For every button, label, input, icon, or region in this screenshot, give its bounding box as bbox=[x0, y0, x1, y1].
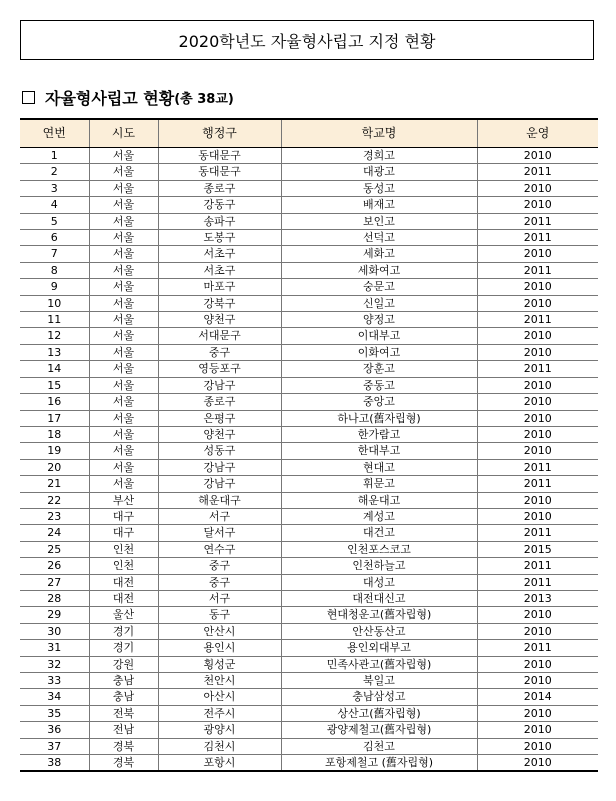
province-cell: 서울 bbox=[89, 279, 158, 295]
province-cell: 경북 bbox=[89, 738, 158, 754]
province-cell: 서울 bbox=[89, 262, 158, 278]
table-row bbox=[20, 590, 598, 606]
number-cell: 30 bbox=[20, 623, 89, 639]
district-cell: 연수구 bbox=[158, 541, 281, 557]
school-cell: 대건고 bbox=[281, 525, 477, 541]
table-row bbox=[20, 180, 598, 196]
table-row bbox=[20, 410, 598, 426]
table-row bbox=[20, 705, 598, 721]
school-cell: 민족사관고(舊자립형) bbox=[281, 656, 477, 672]
table-row bbox=[20, 197, 598, 213]
number-cell: 36 bbox=[20, 722, 89, 738]
school-count: (총 38교) bbox=[174, 92, 234, 107]
section-heading-text: 자율형사립고 현황 bbox=[45, 89, 175, 108]
district-cell: 송파구 bbox=[158, 213, 281, 229]
table-row bbox=[20, 459, 598, 475]
district-cell: 용인시 bbox=[158, 640, 281, 656]
province-cell: 서울 bbox=[89, 246, 158, 262]
province-cell: 서울 bbox=[89, 197, 158, 213]
year-cell: 2011 bbox=[477, 476, 598, 492]
province-cell: 서울 bbox=[89, 443, 158, 459]
year-cell: 2011 bbox=[477, 213, 598, 229]
year-cell: 2010 bbox=[477, 607, 598, 623]
province-cell: 대전 bbox=[89, 590, 158, 606]
table-row bbox=[20, 656, 598, 672]
number-cell: 26 bbox=[20, 558, 89, 574]
table-row bbox=[20, 722, 598, 738]
column-header-school: 학교명 bbox=[281, 119, 477, 148]
year-cell: 2011 bbox=[477, 574, 598, 590]
district-cell: 강동구 bbox=[158, 197, 281, 213]
year-cell: 2011 bbox=[477, 640, 598, 656]
province-cell: 부산 bbox=[89, 492, 158, 508]
province-cell: 대구 bbox=[89, 508, 158, 524]
table-row bbox=[20, 426, 598, 442]
year-cell: 2010 bbox=[477, 722, 598, 738]
district-cell: 안산시 bbox=[158, 623, 281, 639]
number-cell: 18 bbox=[20, 426, 89, 442]
school-cell: 숭문고 bbox=[281, 279, 477, 295]
school-cell: 충남삼성고 bbox=[281, 689, 477, 705]
district-cell: 도봉구 bbox=[158, 230, 281, 246]
number-cell: 8 bbox=[20, 262, 89, 278]
year-cell: 2010 bbox=[477, 246, 598, 262]
province-cell: 서울 bbox=[89, 148, 158, 164]
number-cell: 5 bbox=[20, 213, 89, 229]
district-cell: 횡성군 bbox=[158, 656, 281, 672]
number-cell: 14 bbox=[20, 361, 89, 377]
year-cell: 2011 bbox=[477, 459, 598, 475]
table-row bbox=[20, 492, 598, 508]
district-cell: 아산시 bbox=[158, 689, 281, 705]
district-cell: 종로구 bbox=[158, 394, 281, 410]
year-cell: 2010 bbox=[477, 705, 598, 721]
number-cell: 22 bbox=[20, 492, 89, 508]
province-cell: 서울 bbox=[89, 295, 158, 311]
number-cell: 13 bbox=[20, 344, 89, 360]
year-cell: 2010 bbox=[477, 279, 598, 295]
table-row bbox=[20, 640, 598, 656]
table-row bbox=[20, 508, 598, 524]
year-cell: 2010 bbox=[477, 443, 598, 459]
year-cell: 2011 bbox=[477, 361, 598, 377]
year-cell: 2011 bbox=[477, 230, 598, 246]
province-cell: 서울 bbox=[89, 328, 158, 344]
province-cell: 경기 bbox=[89, 640, 158, 656]
province-cell: 서울 bbox=[89, 426, 158, 442]
year-cell: 2010 bbox=[477, 738, 598, 754]
year-cell: 2011 bbox=[477, 558, 598, 574]
number-cell: 11 bbox=[20, 312, 89, 328]
year-cell: 2010 bbox=[477, 623, 598, 639]
number-cell: 12 bbox=[20, 328, 89, 344]
school-cell: 포항제철고 (舊자립형) bbox=[281, 755, 477, 772]
column-header-district: 행정구 bbox=[158, 119, 281, 148]
year-cell: 2010 bbox=[477, 148, 598, 164]
district-cell: 김천시 bbox=[158, 738, 281, 754]
school-cell: 계성고 bbox=[281, 508, 477, 524]
table-row bbox=[20, 377, 598, 393]
year-cell: 2010 bbox=[477, 377, 598, 393]
number-cell: 3 bbox=[20, 180, 89, 196]
province-cell: 서울 bbox=[89, 312, 158, 328]
table-row bbox=[20, 164, 598, 180]
province-cell: 서울 bbox=[89, 213, 158, 229]
district-cell: 서구 bbox=[158, 508, 281, 524]
table-row bbox=[20, 623, 598, 639]
school-cell: 휘문고 bbox=[281, 476, 477, 492]
table-row bbox=[20, 344, 598, 360]
district-cell: 종로구 bbox=[158, 180, 281, 196]
district-cell: 동대문구 bbox=[158, 148, 281, 164]
table-row bbox=[20, 295, 598, 311]
number-cell: 17 bbox=[20, 410, 89, 426]
year-cell: 2015 bbox=[477, 541, 598, 557]
district-cell: 서구 bbox=[158, 590, 281, 606]
table-row bbox=[20, 328, 598, 344]
year-cell: 2010 bbox=[477, 673, 598, 689]
district-cell: 중구 bbox=[158, 574, 281, 590]
school-cell: 북일고 bbox=[281, 673, 477, 689]
number-cell: 9 bbox=[20, 279, 89, 295]
table-row bbox=[20, 541, 598, 557]
column-header-year: 운영 bbox=[477, 119, 598, 148]
province-cell: 인천 bbox=[89, 558, 158, 574]
table-header-row bbox=[20, 119, 598, 148]
province-cell: 전북 bbox=[89, 705, 158, 721]
school-cell: 세화고 bbox=[281, 246, 477, 262]
district-cell: 포항시 bbox=[158, 755, 281, 772]
province-cell: 경기 bbox=[89, 623, 158, 639]
table-row bbox=[20, 574, 598, 590]
district-cell: 강남구 bbox=[158, 476, 281, 492]
district-cell: 중구 bbox=[158, 344, 281, 360]
table-row bbox=[20, 246, 598, 262]
school-cell: 한대부고 bbox=[281, 443, 477, 459]
number-cell: 21 bbox=[20, 476, 89, 492]
document-title-box bbox=[20, 20, 594, 60]
district-cell: 동구 bbox=[158, 607, 281, 623]
province-cell: 충남 bbox=[89, 673, 158, 689]
table-row bbox=[20, 312, 598, 328]
document-title: 2020학년도 자율형사립고 지정 현황 bbox=[178, 31, 436, 51]
year-cell: 2010 bbox=[477, 410, 598, 426]
table-row bbox=[20, 607, 598, 623]
school-cell: 배재고 bbox=[281, 197, 477, 213]
number-cell: 19 bbox=[20, 443, 89, 459]
number-cell: 7 bbox=[20, 246, 89, 262]
province-cell: 충남 bbox=[89, 689, 158, 705]
table-row bbox=[20, 361, 598, 377]
year-cell: 2010 bbox=[477, 394, 598, 410]
table-row bbox=[20, 230, 598, 246]
year-cell: 2011 bbox=[477, 164, 598, 180]
school-cell: 대전대신고 bbox=[281, 590, 477, 606]
year-cell: 2010 bbox=[477, 755, 598, 772]
school-cell: 상산고(舊자립형) bbox=[281, 705, 477, 721]
school-cell: 인천하늘고 bbox=[281, 558, 477, 574]
empty-square-icon bbox=[22, 91, 35, 104]
province-cell: 서울 bbox=[89, 230, 158, 246]
province-cell: 인천 bbox=[89, 541, 158, 557]
district-cell: 서초구 bbox=[158, 262, 281, 278]
table-row bbox=[20, 476, 598, 492]
school-cell: 해운대고 bbox=[281, 492, 477, 508]
year-cell: 2010 bbox=[477, 508, 598, 524]
year-cell: 2010 bbox=[477, 180, 598, 196]
number-cell: 37 bbox=[20, 738, 89, 754]
number-cell: 33 bbox=[20, 673, 89, 689]
district-cell: 은평구 bbox=[158, 410, 281, 426]
number-cell: 29 bbox=[20, 607, 89, 623]
school-cell: 경희고 bbox=[281, 148, 477, 164]
school-cell: 신일고 bbox=[281, 295, 477, 311]
table-row bbox=[20, 394, 598, 410]
table-row bbox=[20, 755, 598, 772]
school-cell: 인천포스코고 bbox=[281, 541, 477, 557]
table-row bbox=[20, 738, 598, 754]
number-cell: 4 bbox=[20, 197, 89, 213]
year-cell: 2010 bbox=[477, 328, 598, 344]
year-cell: 2011 bbox=[477, 312, 598, 328]
column-header-province: 시도 bbox=[89, 119, 158, 148]
province-cell: 대구 bbox=[89, 525, 158, 541]
year-cell: 2011 bbox=[477, 262, 598, 278]
number-cell: 1 bbox=[20, 148, 89, 164]
number-cell: 35 bbox=[20, 705, 89, 721]
table-row bbox=[20, 689, 598, 705]
province-cell: 서울 bbox=[89, 377, 158, 393]
school-cell: 안산동산고 bbox=[281, 623, 477, 639]
school-cell: 대성고 bbox=[281, 574, 477, 590]
number-cell: 2 bbox=[20, 164, 89, 180]
table-row bbox=[20, 213, 598, 229]
section-heading bbox=[20, 86, 234, 109]
district-cell: 해운대구 bbox=[158, 492, 281, 508]
province-cell: 강원 bbox=[89, 656, 158, 672]
table-row bbox=[20, 525, 598, 541]
school-cell: 대광고 bbox=[281, 164, 477, 180]
number-cell: 27 bbox=[20, 574, 89, 590]
province-cell: 서울 bbox=[89, 361, 158, 377]
table-row bbox=[20, 148, 598, 164]
table-row bbox=[20, 262, 598, 278]
year-cell: 2014 bbox=[477, 689, 598, 705]
district-cell: 영등포구 bbox=[158, 361, 281, 377]
school-cell: 한가람고 bbox=[281, 426, 477, 442]
number-cell: 32 bbox=[20, 656, 89, 672]
school-cell: 이화여고 bbox=[281, 344, 477, 360]
district-cell: 강북구 bbox=[158, 295, 281, 311]
column-header-number: 연번 bbox=[20, 119, 89, 148]
school-cell: 중앙고 bbox=[281, 394, 477, 410]
district-cell: 서대문구 bbox=[158, 328, 281, 344]
province-cell: 서울 bbox=[89, 410, 158, 426]
district-cell: 양천구 bbox=[158, 426, 281, 442]
province-cell: 서울 bbox=[89, 394, 158, 410]
province-cell: 울산 bbox=[89, 607, 158, 623]
district-cell: 양천구 bbox=[158, 312, 281, 328]
province-cell: 전남 bbox=[89, 722, 158, 738]
school-table bbox=[20, 118, 598, 772]
school-cell: 김천고 bbox=[281, 738, 477, 754]
year-cell: 2010 bbox=[477, 344, 598, 360]
school-cell: 동성고 bbox=[281, 180, 477, 196]
district-cell: 강남구 bbox=[158, 459, 281, 475]
district-cell: 성동구 bbox=[158, 443, 281, 459]
district-cell: 전주시 bbox=[158, 705, 281, 721]
year-cell: 2013 bbox=[477, 590, 598, 606]
number-cell: 34 bbox=[20, 689, 89, 705]
year-cell: 2010 bbox=[477, 656, 598, 672]
table-row bbox=[20, 558, 598, 574]
district-cell: 서초구 bbox=[158, 246, 281, 262]
school-cell: 보인고 bbox=[281, 213, 477, 229]
number-cell: 28 bbox=[20, 590, 89, 606]
number-cell: 15 bbox=[20, 377, 89, 393]
year-cell: 2010 bbox=[477, 492, 598, 508]
number-cell: 25 bbox=[20, 541, 89, 557]
number-cell: 16 bbox=[20, 394, 89, 410]
number-cell: 6 bbox=[20, 230, 89, 246]
number-cell: 38 bbox=[20, 755, 89, 772]
province-cell: 서울 bbox=[89, 344, 158, 360]
province-cell: 서울 bbox=[89, 164, 158, 180]
district-cell: 광양시 bbox=[158, 722, 281, 738]
year-cell: 2011 bbox=[477, 525, 598, 541]
province-cell: 서울 bbox=[89, 459, 158, 475]
school-cell: 선덕고 bbox=[281, 230, 477, 246]
province-cell: 경북 bbox=[89, 755, 158, 772]
number-cell: 20 bbox=[20, 459, 89, 475]
district-cell: 마포구 bbox=[158, 279, 281, 295]
year-cell: 2010 bbox=[477, 426, 598, 442]
school-cell: 현대고 bbox=[281, 459, 477, 475]
number-cell: 23 bbox=[20, 508, 89, 524]
number-cell: 31 bbox=[20, 640, 89, 656]
year-cell: 2010 bbox=[477, 197, 598, 213]
province-cell: 서울 bbox=[89, 476, 158, 492]
table-row bbox=[20, 443, 598, 459]
school-cell: 현대청운고(舊자립형) bbox=[281, 607, 477, 623]
school-cell: 이대부고 bbox=[281, 328, 477, 344]
school-cell: 세화여고 bbox=[281, 262, 477, 278]
district-cell: 달서구 bbox=[158, 525, 281, 541]
district-cell: 강남구 bbox=[158, 377, 281, 393]
number-cell: 10 bbox=[20, 295, 89, 311]
table-row bbox=[20, 673, 598, 689]
school-cell: 양정고 bbox=[281, 312, 477, 328]
year-cell: 2010 bbox=[477, 295, 598, 311]
number-cell: 24 bbox=[20, 525, 89, 541]
province-cell: 서울 bbox=[89, 180, 158, 196]
school-cell: 하나고(舊자립형) bbox=[281, 410, 477, 426]
district-cell: 동대문구 bbox=[158, 164, 281, 180]
school-cell: 장훈고 bbox=[281, 361, 477, 377]
school-cell: 중동고 bbox=[281, 377, 477, 393]
school-cell: 광양제철고(舊자립형) bbox=[281, 722, 477, 738]
district-cell: 중구 bbox=[158, 558, 281, 574]
district-cell: 천안시 bbox=[158, 673, 281, 689]
province-cell: 대전 bbox=[89, 574, 158, 590]
school-cell: 용인외대부고 bbox=[281, 640, 477, 656]
table-row bbox=[20, 279, 598, 295]
